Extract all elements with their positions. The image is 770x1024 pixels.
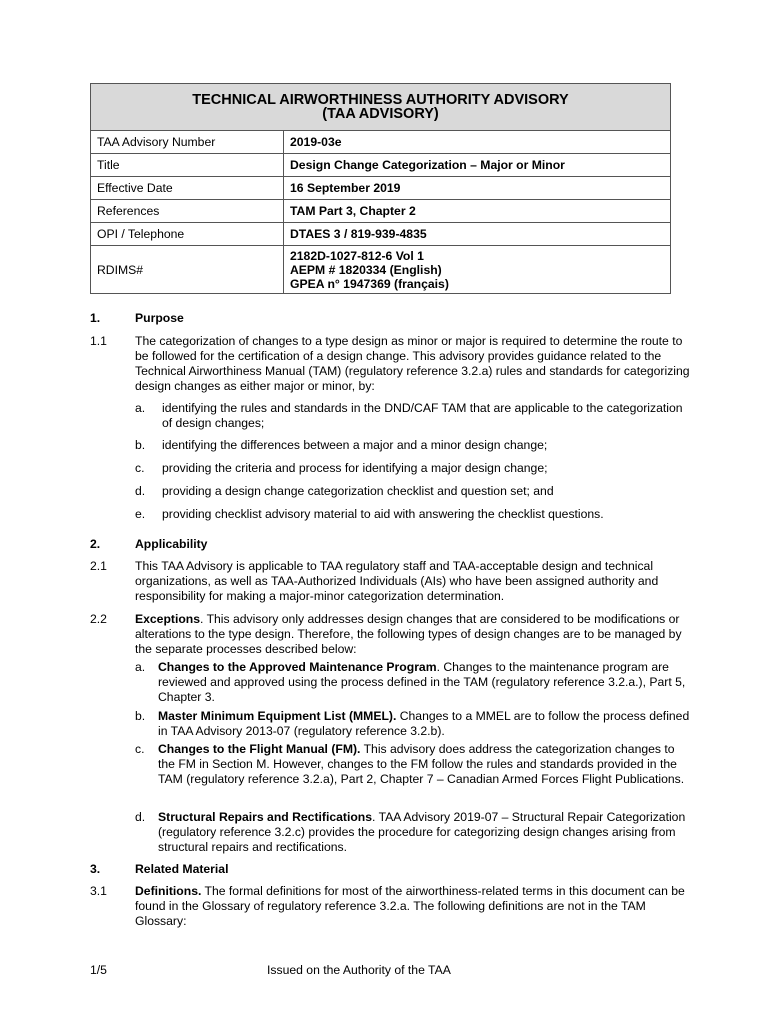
item-letter: d. [135, 810, 146, 824]
item-text: Changes to a MMEL are to follow the process defined in TAA Advisory 2013-07 (regulatory reference 3.2.b). [158, 709, 690, 738]
item-text: This advisory does address the categorization changes to the FM in Section M. However, changes to the FM follow the rules and standards provided in the TAM (regulatory reference 3.2.a), Part 2, Chapter 7 – Canadian Armed Forces Flight Publications. [158, 742, 685, 786]
item-text: identifying the differences between a major and a minor design change; [162, 438, 548, 452]
section-heading: Applicability [135, 537, 208, 551]
paragraph-number: 3.1 [90, 884, 107, 898]
row-label: OPI / Telephone [91, 223, 284, 246]
section-number: 3. [90, 862, 101, 876]
paragraph-text: The formal definitions for most of the airworthiness-related terms in this document can be found in the Glossary of regulatory reference 3.2.a. The following definitions are not in the TAM Glossary: [135, 884, 685, 928]
item-title: Changes to the Approved Maintenance Program [158, 660, 437, 674]
item-text: identifying the rules and standards in the DND/CAF TAM that are applicable to the categorization of design changes; [162, 401, 683, 430]
item-text: providing the criteria and process for identifying a major design change; [162, 461, 548, 475]
row-value: DTAES 3 / 819-939-4835 [284, 223, 671, 246]
paragraph-number: 2.2 [90, 612, 107, 626]
item-letter: c. [135, 742, 145, 756]
section-number: 1. [90, 311, 101, 325]
item-letter: b. [135, 709, 146, 723]
rdims-line: GPEA n° 1947369 (français) [290, 276, 449, 291]
section-number: 2. [90, 537, 101, 551]
paragraph-text: This TAA Advisory is applicable to TAA regulatory staff and TAA-acceptable design and technical organizations, as well as TAA-Authorized Individuals (AIs) who have been assigned authority and responsibility for making a major-minor categorization determination. [135, 559, 659, 603]
advisory-title [91, 84, 671, 131]
item-letter: a. [135, 660, 146, 674]
item-text: providing a design change categorization checklist and question set; and [162, 484, 554, 498]
item-letter: e. [135, 507, 146, 521]
item-letter: a. [135, 401, 146, 415]
title-line-2: (TAA ADVISORY) [322, 106, 439, 122]
row-label: TAA Advisory Number [91, 131, 284, 154]
row-label: Effective Date [91, 177, 284, 200]
advisory-header-table [90, 83, 671, 294]
rdims-line: AEPM # 1820334 (English) [290, 262, 442, 277]
row-label: References [91, 200, 284, 223]
section-heading: Related Material [135, 862, 229, 876]
row-label: Title [91, 154, 284, 177]
item-title: Structural Repairs and Rectifications [158, 810, 373, 824]
definitions-label: Definitions. [135, 884, 202, 898]
exceptions-label: Exceptions [135, 612, 201, 626]
item-letter: b. [135, 438, 146, 452]
item-text: . TAA Advisory 2019-07 – Structural Repair Categorization (regulatory reference 3.2.c) provides the procedure for categorizing design changes arising from structural repairs and rectifications. [158, 810, 686, 854]
rdims-line: 2182D-1027-812-6 Vol 1 [290, 248, 424, 263]
item-letter: c. [135, 461, 145, 475]
row-value: 2019-03e [284, 131, 671, 154]
rdims-values [284, 246, 671, 294]
section-heading: Purpose [135, 311, 184, 325]
paragraph-text: The categorization of changes to a type design as minor or major is required to determine the route to be followed for the certification of a design change. This advisory provides guidance related to the Technical Airworthiness Manual (TAM) (regulatory reference 3.2.a) rules and standards for categorizing design changes as either major or minor, by: [135, 334, 690, 393]
row-value: Design Change Categorization – Major or Minor [284, 154, 671, 177]
paragraph-number: 1.1 [90, 334, 107, 348]
page-number: 1/5 [90, 963, 107, 977]
title-line-1: TECHNICAL AIRWORTHINESS AUTHORITY ADVISORY [192, 92, 569, 108]
paragraph-text: . This advisory only addresses design changes that are considered to be modifications or alterations to the type design. Therefore, the following types of design changes are to be managed by the separate processes described below: [135, 612, 682, 656]
item-text: . Changes to the maintenance program are reviewed and approved using the process defined in the TAM (regulatory reference 3.2.a.), Part 5, Chapter 3. [158, 660, 686, 704]
row-value: TAM Part 3, Chapter 2 [284, 200, 671, 223]
item-title: Master Minimum Equipment List (MMEL). [158, 709, 397, 723]
rdims-label: RDIMS# [91, 246, 284, 294]
paragraph-number: 2.1 [90, 559, 107, 573]
item-letter: d. [135, 484, 146, 498]
item-text: providing checklist advisory material to aid with answering the checklist questions. [162, 507, 604, 521]
footer-text: Issued on the Authority of the TAA [267, 963, 451, 977]
row-value: 16 September 2019 [284, 177, 671, 200]
item-title: Changes to the Flight Manual (FM). [158, 742, 361, 756]
